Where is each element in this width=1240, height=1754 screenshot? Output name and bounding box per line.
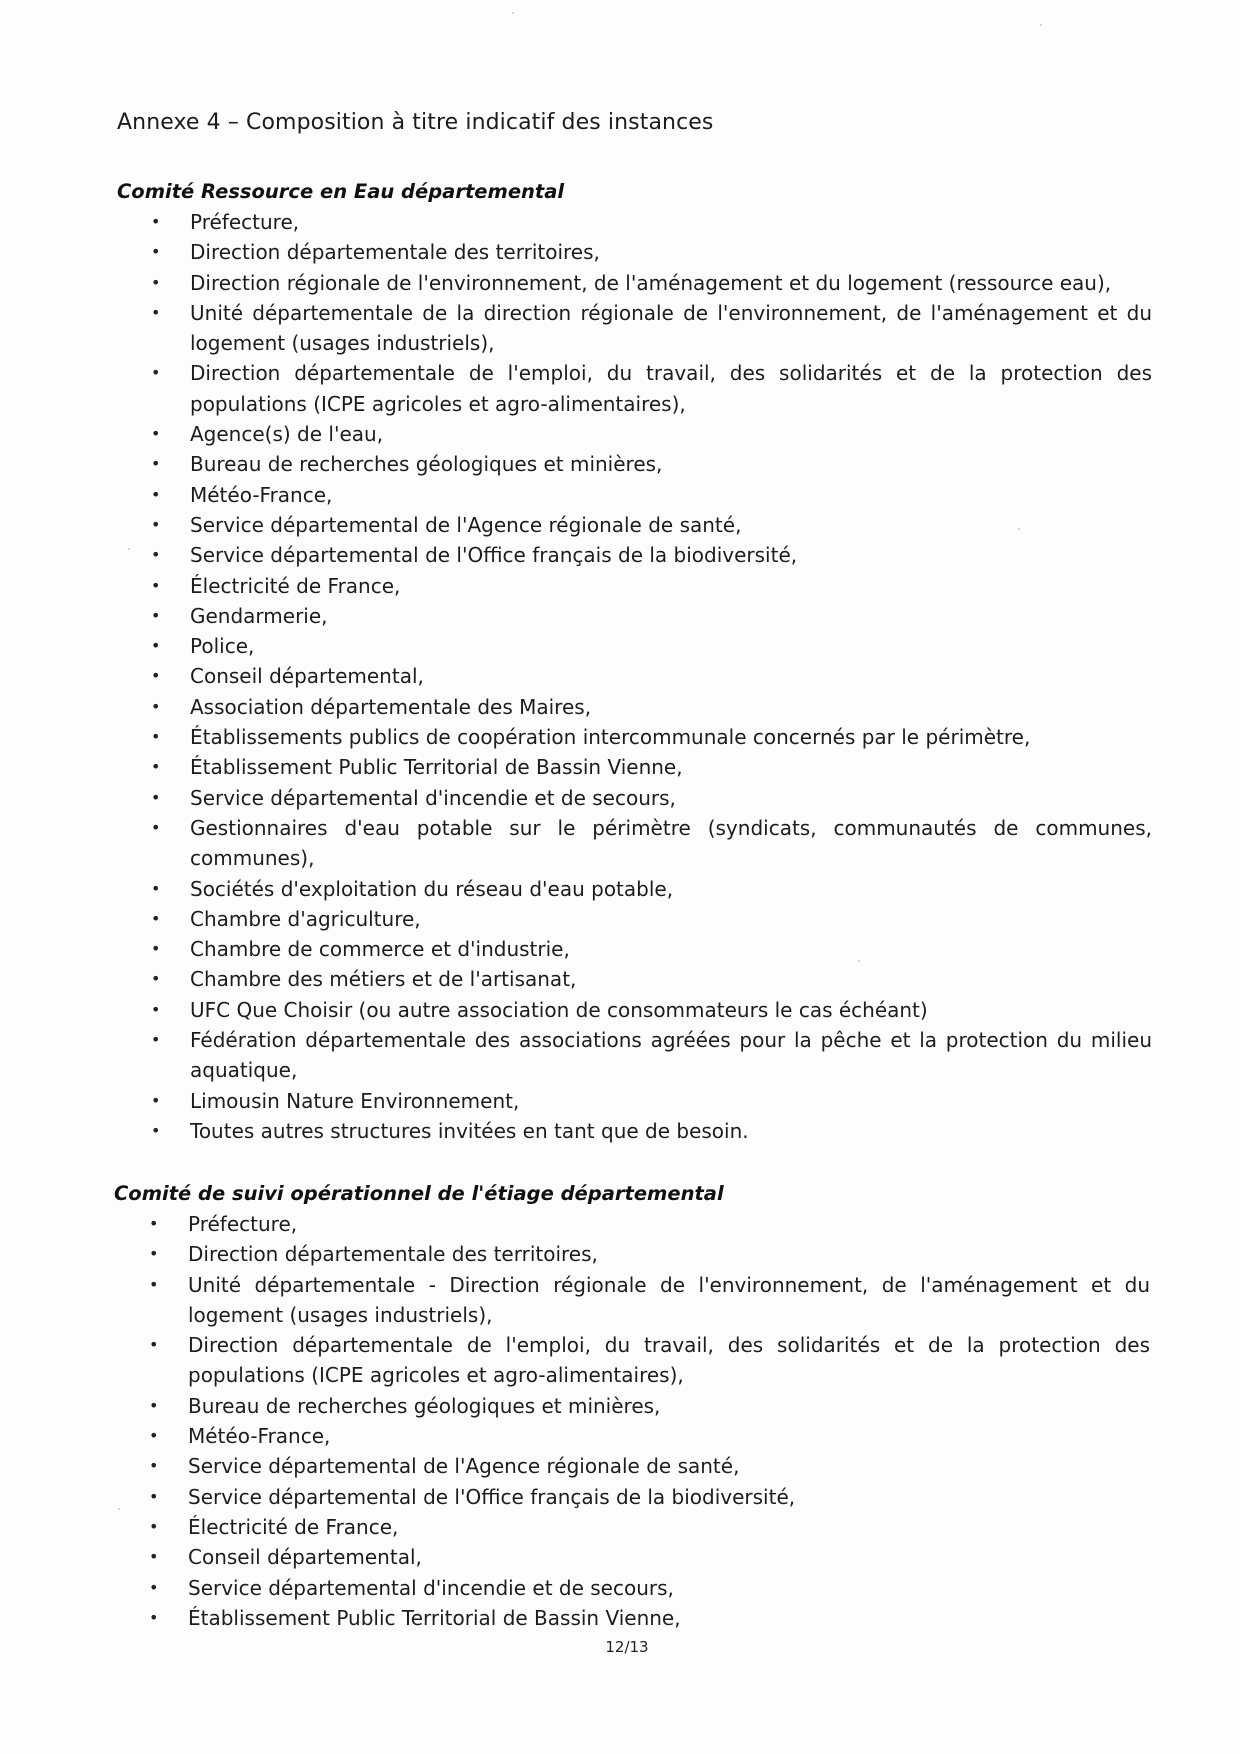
bullet-icon: • (151, 424, 161, 444)
list-item-text: Direction départementale des territoires, (190, 240, 600, 265)
list-item-text: Service départemental d'incendie et de secours, (190, 785, 676, 810)
list-item (151, 540, 1152, 570)
list-item-text: Service départemental de l'Agence régionale de santé, (190, 512, 742, 537)
list-item (151, 298, 1152, 359)
scan-speck (118, 1508, 120, 1510)
bullet-icon: • (151, 878, 161, 898)
list-item-text: Police, (190, 634, 255, 659)
list-item (151, 874, 1152, 904)
list-item (149, 1421, 1150, 1451)
list-item-text: Gendarmerie, (190, 603, 328, 628)
bullet-icon: • (149, 1395, 159, 1415)
section-title: Comité de suivi opérationnel de l'étiage départemental (114, 1182, 724, 1205)
scan-speck (858, 960, 860, 962)
list-item-text: Service départemental de l'Office français de la biodiversité, (190, 543, 798, 568)
bullet-icon: • (151, 1030, 161, 1050)
list-item (149, 1391, 1150, 1421)
bullet-icon: • (149, 1335, 159, 1355)
list-item (151, 480, 1152, 510)
member-list (149, 1209, 1150, 1633)
list-item (151, 692, 1152, 722)
list-item (149, 1512, 1150, 1542)
bullet-icon: • (151, 242, 161, 262)
list-item-text: Sociétés d'exploitation du réseau d'eau potable, (190, 876, 674, 901)
bullet-icon: • (151, 787, 161, 807)
list-item-text: Service départemental de l'Agence régionale de santé, (188, 1454, 740, 1479)
list-item-text: Électricité de France, (190, 573, 401, 598)
bullet-icon: • (149, 1607, 159, 1627)
list-item (151, 1086, 1152, 1116)
list-item (151, 419, 1152, 449)
list-item (151, 268, 1152, 298)
list-item (149, 1330, 1150, 1391)
list-item (151, 358, 1152, 419)
list-item (151, 752, 1152, 782)
list-item (151, 661, 1152, 691)
list-item-text: Chambre d'agriculture, (190, 906, 421, 931)
member-list (151, 207, 1152, 1146)
list-item-text: Direction départementale des territoires, (188, 1242, 598, 1267)
list-item (149, 1573, 1150, 1603)
list-item (149, 1603, 1150, 1633)
list-item (151, 510, 1152, 540)
bullet-icon: • (151, 363, 161, 383)
bullet-icon: • (151, 908, 161, 928)
bullet-icon: • (151, 605, 161, 625)
list-item (151, 207, 1152, 237)
bullet-icon: • (149, 1456, 159, 1476)
list-item (151, 571, 1152, 601)
bullet-icon: • (151, 514, 161, 534)
list-item (149, 1482, 1150, 1512)
list-item-text: Préfecture, (190, 210, 300, 234)
list-item (151, 813, 1152, 874)
bullet-icon: • (149, 1577, 159, 1597)
list-item-text: Météo-France, (190, 482, 333, 507)
list-item-text: Établissement Public Territorial de Bassin Vienne, (188, 1605, 681, 1630)
bullet-icon: • (151, 666, 161, 686)
bullet-icon: • (149, 1274, 159, 1294)
scan-speck (1040, 24, 1042, 26)
list-item-text: Gestionnaires d'eau potable sur le périmètre (syndicats, communautés de communes, communes), (190, 815, 1152, 871)
list-item-text: Direction régionale de l'environnement, de l'aménagement et du logement (ressource eau), (190, 270, 1112, 295)
list-item (151, 904, 1152, 934)
list-item-text: Conseil départemental, (188, 1545, 422, 1570)
annex-title: Annexe 4 – Composition à titre indicatif des instances (117, 110, 714, 135)
bullet-icon: • (151, 545, 161, 565)
list-item-text: Agence(s) de l'eau, (190, 422, 384, 447)
list-item (151, 964, 1152, 994)
list-item-text: Électricité de France, (188, 1514, 399, 1539)
list-item (149, 1270, 1150, 1331)
list-item (149, 1209, 1150, 1239)
bullet-icon: • (151, 696, 161, 716)
bullet-icon: • (151, 727, 161, 747)
bullet-icon: • (149, 1486, 159, 1506)
list-item-text: Association départementale des Maires, (190, 694, 592, 719)
list-item (151, 995, 1152, 1025)
list-item-text: Direction départementale de l'emploi, du travail, des solidarités et de la protection des populations (ICPE agricoles et agro-alimentaires), (188, 1333, 1150, 1388)
list-item-text: Service départemental d'incendie et de secours, (188, 1575, 674, 1600)
page-number: 12/13 (605, 1638, 649, 1656)
list-item (151, 783, 1152, 813)
list-item (151, 1116, 1152, 1146)
bullet-icon: • (149, 1516, 159, 1536)
bullet-icon: • (149, 1426, 159, 1446)
list-item (151, 601, 1152, 631)
list-item (149, 1451, 1150, 1481)
list-item-text: Bureau de recherches géologiques et minières, (188, 1393, 661, 1418)
list-item (151, 631, 1152, 661)
bullet-icon: • (151, 1120, 161, 1140)
list-item-text: Établissements publics de coopération intercommunale concernés par le périmètre, (190, 725, 1031, 750)
list-item (151, 934, 1152, 964)
bullet-icon: • (151, 272, 161, 292)
list-item-text: Préfecture, (188, 1212, 298, 1236)
list-item-text: Fédération départementale des associations agréées pour la pêche et la protection du milieu aquatique, (190, 1028, 1152, 1083)
list-item-text: Unité départementale - Direction régionale de l'environnement, de l'aménagement et du logement (usages industriels), (188, 1272, 1150, 1327)
list-item-text: Toutes autres structures invitées en tant que de besoin. (190, 1118, 749, 1143)
bullet-icon: • (151, 939, 161, 959)
list-item (149, 1542, 1150, 1572)
list-item-text: Limousin Nature Environnement, (190, 1088, 520, 1113)
list-item-text: Direction départementale de l'emploi, du travail, des solidarités et de la protection des populations (ICPE agricoles et agro-alimentaires), (190, 361, 1152, 416)
list-item (151, 237, 1152, 267)
scan-speck (128, 548, 130, 550)
bullet-icon: • (151, 999, 161, 1019)
bullet-icon: • (151, 817, 161, 837)
list-item-text: Établissement Public Territorial de Bassin Vienne, (190, 755, 683, 780)
bullet-icon: • (149, 1547, 159, 1567)
list-item-text: Service départemental de l'Office français de la biodiversité, (188, 1484, 796, 1509)
list-item-text: Chambre de commerce et d'industrie, (190, 937, 570, 962)
list-item-text: UFC Que Choisir (ou autre association de consommateurs le cas échéant) (190, 997, 928, 1022)
bullet-icon: • (151, 302, 161, 322)
scan-speck (1018, 528, 1020, 530)
section-title: Comité Ressource en Eau départemental (117, 180, 565, 203)
bullet-icon: • (151, 484, 161, 504)
list-item (151, 1025, 1152, 1086)
list-item (151, 449, 1152, 479)
bullet-icon: • (151, 1090, 161, 1110)
bullet-icon: • (151, 575, 161, 595)
bullet-icon: • (151, 212, 161, 231)
scan-speck (512, 12, 514, 14)
list-item-text: Bureau de recherches géologiques et minières, (190, 452, 663, 477)
list-item-text: Unité départementale de la direction régionale de l'environnement, de l'aménagement et du logement (usages industriels), (190, 300, 1152, 356)
list-item (149, 1239, 1150, 1269)
list-item-text: Conseil départemental, (190, 664, 424, 689)
bullet-icon: • (149, 1244, 159, 1264)
bullet-icon: • (151, 757, 161, 777)
bullet-icon: • (151, 636, 161, 656)
bullet-icon: • (149, 1214, 159, 1233)
bullet-icon: • (151, 969, 161, 989)
list-item-text: Météo-France, (188, 1424, 331, 1449)
list-item (151, 722, 1152, 752)
list-item-text: Chambre des métiers et de l'artisanat, (190, 967, 577, 992)
bullet-icon: • (151, 454, 161, 474)
